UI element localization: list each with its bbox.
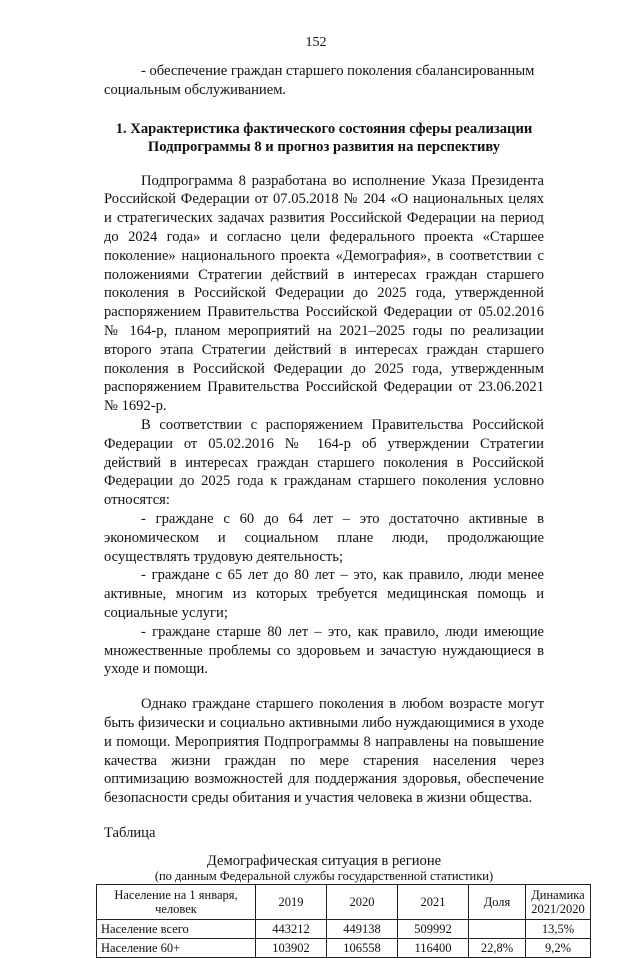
page-number: 152 [305,35,327,50]
demographics-table [96,884,591,958]
header-2020: 2020 [327,884,398,919]
bullet-1: - граждане с 60 до 64 лет – это достаточно активные в экономическом и социальном плане люди, продолжающие осуществлять трудовую деятельность; [104,510,544,565]
row-label: Население 60+ [97,938,256,957]
row-label: Население всего [97,919,256,938]
paragraph-3: Однако граждане старшего поколения в любом возрасте могут быть физически и социально активными либо нуждающимися в уходе и помощи. Мероприятия Подпрограммы 8 направлены на повышение качества жизни граждан по мере старения населения через оптимизацию возможностей для поддержания здоровья, обеспечение безопасности среды обитания и участия человека в жизни общества. [104,696,544,807]
cell-2019: 103902 [256,938,327,957]
cell-2021: 116400 [398,938,469,957]
intro-line-1: - обеспечение граждан старшего поколения сбалансированным [141,63,535,79]
cell-dynamics: 9,2% [526,938,591,957]
table-row [97,919,591,938]
paragraph-1: Подпрограмма 8 разработана во исполнение Указа Президента Российской Федерации от 07.05.2018 № 204 «О национальных целях и стратегических задачах развития Российской Федерации на период до 2024 года» и согласно цели федерального проекта «Старшее поколение» национального проекта «Демография», в соответствии с положениями Стратегии действий в интересах граждан старшего поколения в Российской Федерации до 2025 года, утвержденной распоряжением Правительства Российской Федерации от 05.02.2016 № 164-р, планом мероприятий на 2021–2025 годы по реализации второго этапа Стратегии действий в интересах граждан старшего поколения в Российской Федерации до 2025 года, утвержденным распоряжением Правительства Российской Федерации от 23.06.2021 № 1692-р. [104,172,544,415]
bullet-3: - граждане старше 80 лет – это, как правило, люди имеющие множественные проблемы со здоровьем и зачастую нуждающиеся в уходе и помощи. [104,623,544,678]
cell-share [469,919,526,938]
table-label: Таблица [104,824,156,841]
cell-2020: 106558 [327,938,398,957]
cell-share: 22,8% [469,938,526,957]
table-title: Демографическая ситуация в регионе [206,852,442,869]
table-subtitle: (по данным Федеральной службы государственной статистики) [154,868,494,883]
section-heading-line-2: Подпрограммы 8 и прогноз развития на перспективу [147,138,501,155]
header-2021: 2021 [398,884,469,919]
table-header-row [97,884,591,919]
paragraph-2: В соответствии с распоряжением Правительства Российской Федерации от 05.02.2016 № 164-р об утверждении Стратегии действий в интересах граждан старшего поколения в Российской Федерации до 2025 года к гражданам старшего поколения условно относятся: [104,416,544,509]
cell-2021: 509992 [398,919,469,938]
cell-2020: 449138 [327,919,398,938]
header-share: Доля [469,884,526,919]
header-dynamics: Динамика 2021/2020 [526,884,591,919]
cell-2019: 443212 [256,919,327,938]
header-2019: 2019 [256,884,327,919]
header-population: Население на 1 января, человек [97,884,256,919]
document-body [101,62,585,958]
table-row [97,938,591,957]
cell-dynamics: 13,5% [526,919,591,938]
intro-line-2: социальным обслуживанием. [104,81,287,98]
section-heading-line-1: 1. Характеристика фактического состояния сферы реализации [115,120,533,137]
bullet-2: - граждане с 65 лет до 80 лет – это, как правило, люди менее активные, многим из которых требуется медицинская помощь и социальные услуги; [104,567,544,621]
section-heading [104,120,544,156]
